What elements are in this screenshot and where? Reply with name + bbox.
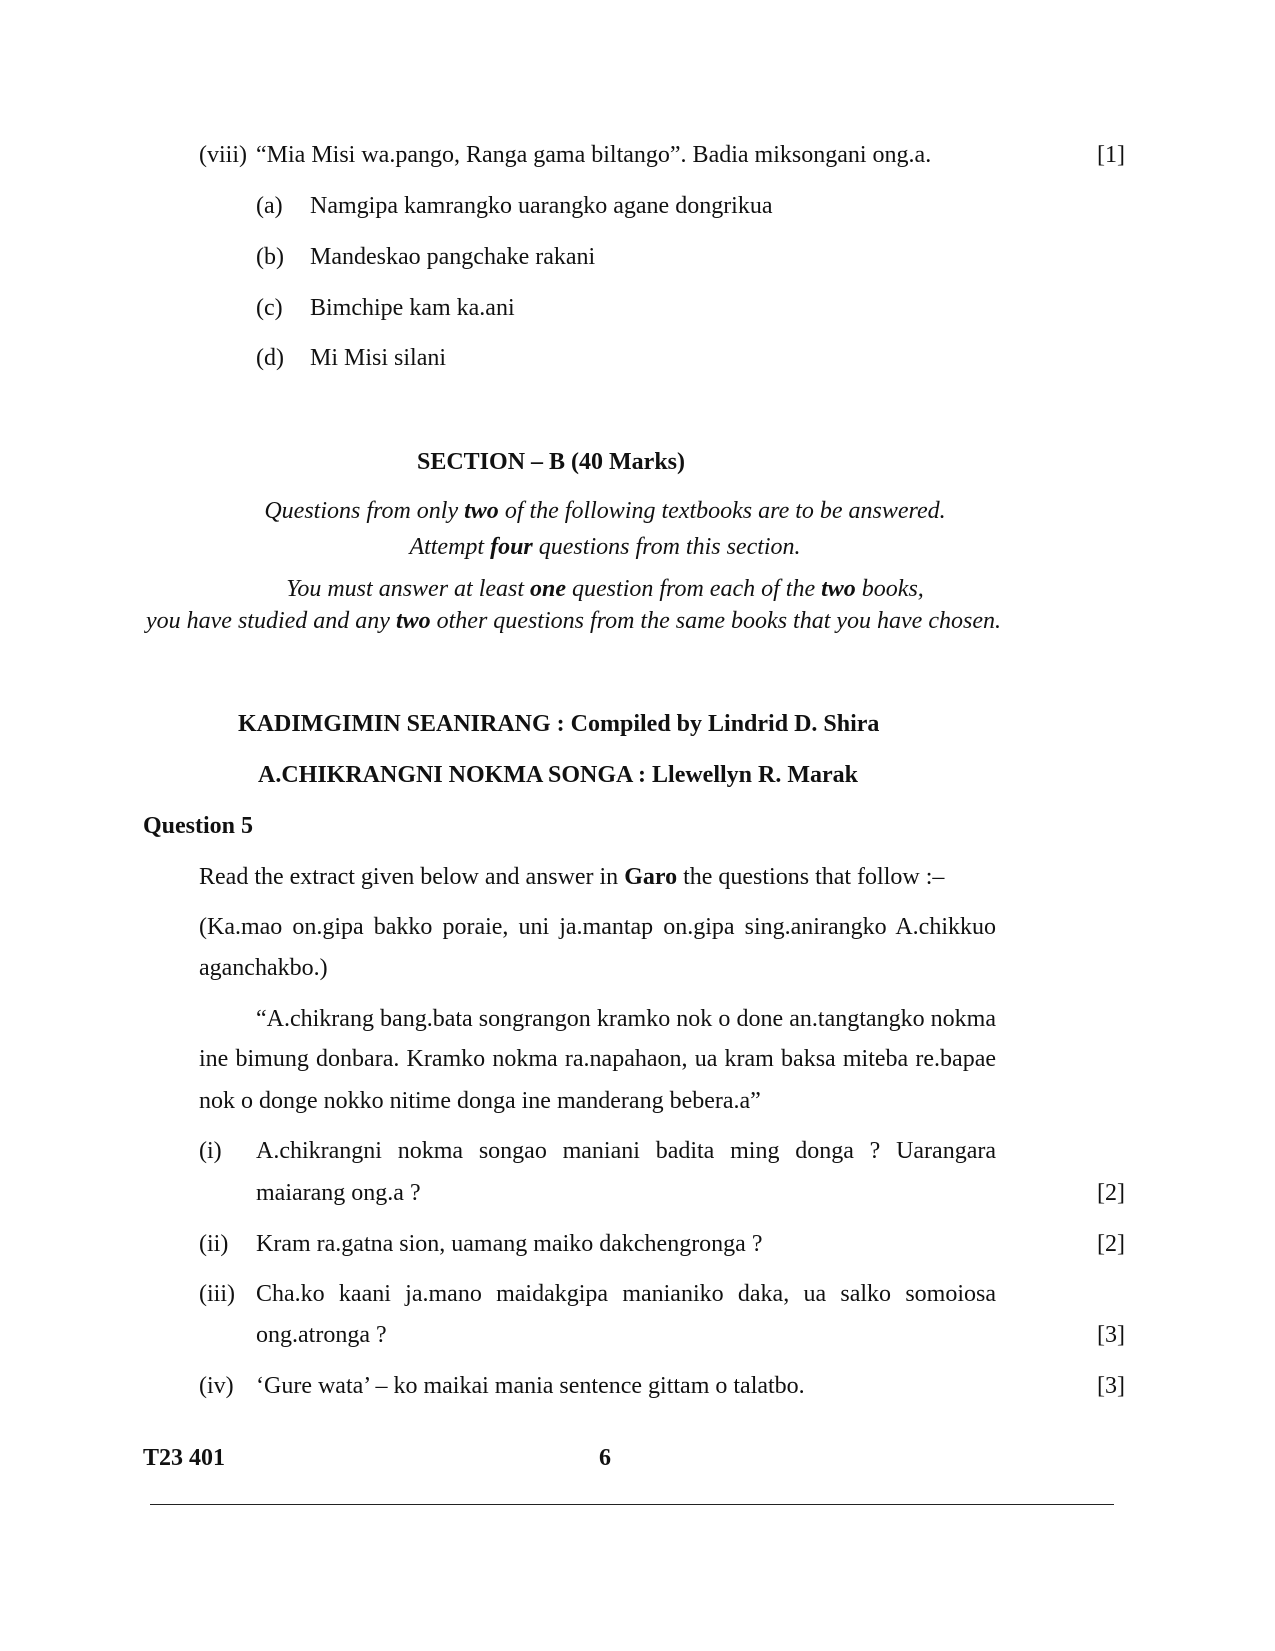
emphasis: Garo xyxy=(624,864,678,890)
text: Questions from only xyxy=(264,498,465,524)
subquestion-number: (ii) xyxy=(199,1231,229,1257)
emphasis: two xyxy=(395,608,431,634)
question-number: (viii) xyxy=(199,142,247,168)
marks-label: [2] xyxy=(1097,1180,1125,1206)
text: books, xyxy=(855,576,924,602)
emphasis: four xyxy=(490,534,533,560)
question-text: “Mia Misi wa.pango, Ranga gama biltango”. Badia miksongani ong.a. xyxy=(256,142,932,168)
text: you have studied and any xyxy=(146,608,396,634)
question-heading: Question 5 xyxy=(143,813,254,839)
extract-line: “A.chikrang bang.bata songrangon kramko nok o done an.tangtangko nokma xyxy=(256,1006,996,1032)
extract-line: ine bimung donbara. Kramko nokma ra.napahaon, ua kram baksa miteba re.bapae xyxy=(199,1046,996,1072)
page-number: 6 xyxy=(599,1445,611,1471)
context-line: aganchakbo.) xyxy=(199,955,328,981)
book-title: KADIMGIMIN SEANIRANG : Compiled by Lindrid D. Shira xyxy=(238,711,880,737)
footer-divider xyxy=(150,1504,1114,1505)
option-text: Namgipa kamrangko uarangko agane dongrikua xyxy=(310,193,773,219)
subquestion-text: Kram ra.gatna sion, uamang maiko dakchengronga ? xyxy=(256,1231,763,1257)
subquestion-number: (iv) xyxy=(199,1373,234,1399)
subquestion-text: A.chikrangni nokma songao maniani badita ming donga ? Uarangara xyxy=(256,1138,996,1164)
text: Read the extract given below and answer in xyxy=(199,864,625,890)
option-label: (c) xyxy=(256,295,283,321)
subquestion-text: ‘Gure wata’ – ko maikai mania sentence gittam o talatbo. xyxy=(256,1373,805,1399)
text: of the following textbooks are to be answered. xyxy=(498,498,946,524)
text: other questions from the same books that you have chosen. xyxy=(430,608,1001,634)
marks-label: [1] xyxy=(1097,142,1125,168)
option-label: (a) xyxy=(256,193,283,219)
option-text: Mandeskao pangchake rakani xyxy=(310,244,596,270)
context-line: (Ka.mao on.gipa bakko poraie, uni ja.mantap on.gipa sing.anirangko A.chikkuo xyxy=(199,914,996,940)
section-instruction-line xyxy=(0,534,1210,561)
option-text: Bimchipe kam ka.ani xyxy=(310,295,515,321)
option-label: (b) xyxy=(256,244,284,270)
subquestion-number: (iii) xyxy=(199,1281,235,1307)
section-instruction-line xyxy=(0,576,1210,603)
option-label: (d) xyxy=(256,345,284,371)
text: questions from this section. xyxy=(532,534,801,560)
paper-code: T23 401 xyxy=(143,1445,226,1471)
question-instruction xyxy=(199,864,944,891)
subquestion-text: maiarang ong.a ? xyxy=(256,1180,421,1206)
marks-label: [3] xyxy=(1097,1322,1125,1348)
subquestion-number: (i) xyxy=(199,1138,222,1164)
subquestion-text: ong.atronga ? xyxy=(256,1322,387,1348)
subquestion-text: Cha.ko kaani ja.mano maidakgipa manianiko daka, ua salko somoiosa xyxy=(256,1281,996,1307)
emphasis: two xyxy=(464,498,499,524)
extract-line: nok o donge nokko nitime donga ine manderang bebera.a” xyxy=(199,1088,761,1114)
section-heading: SECTION – B (40 Marks) xyxy=(416,449,686,475)
text: question from each of the xyxy=(566,576,822,602)
emphasis: two xyxy=(821,576,856,602)
text: the questions that follow :– xyxy=(677,864,945,890)
section-instruction-line xyxy=(146,608,1001,635)
chapter-title: A.CHIKRANGNI NOKMA SONGA : Llewellyn R. Marak xyxy=(258,762,858,788)
section-instruction-line xyxy=(0,498,1210,525)
emphasis: one xyxy=(530,576,567,602)
text: You must answer at least xyxy=(286,576,531,602)
marks-label: [3] xyxy=(1097,1373,1125,1399)
marks-label: [2] xyxy=(1097,1231,1125,1257)
option-text: Mi Misi silani xyxy=(310,345,447,371)
text: Attempt xyxy=(409,534,491,560)
